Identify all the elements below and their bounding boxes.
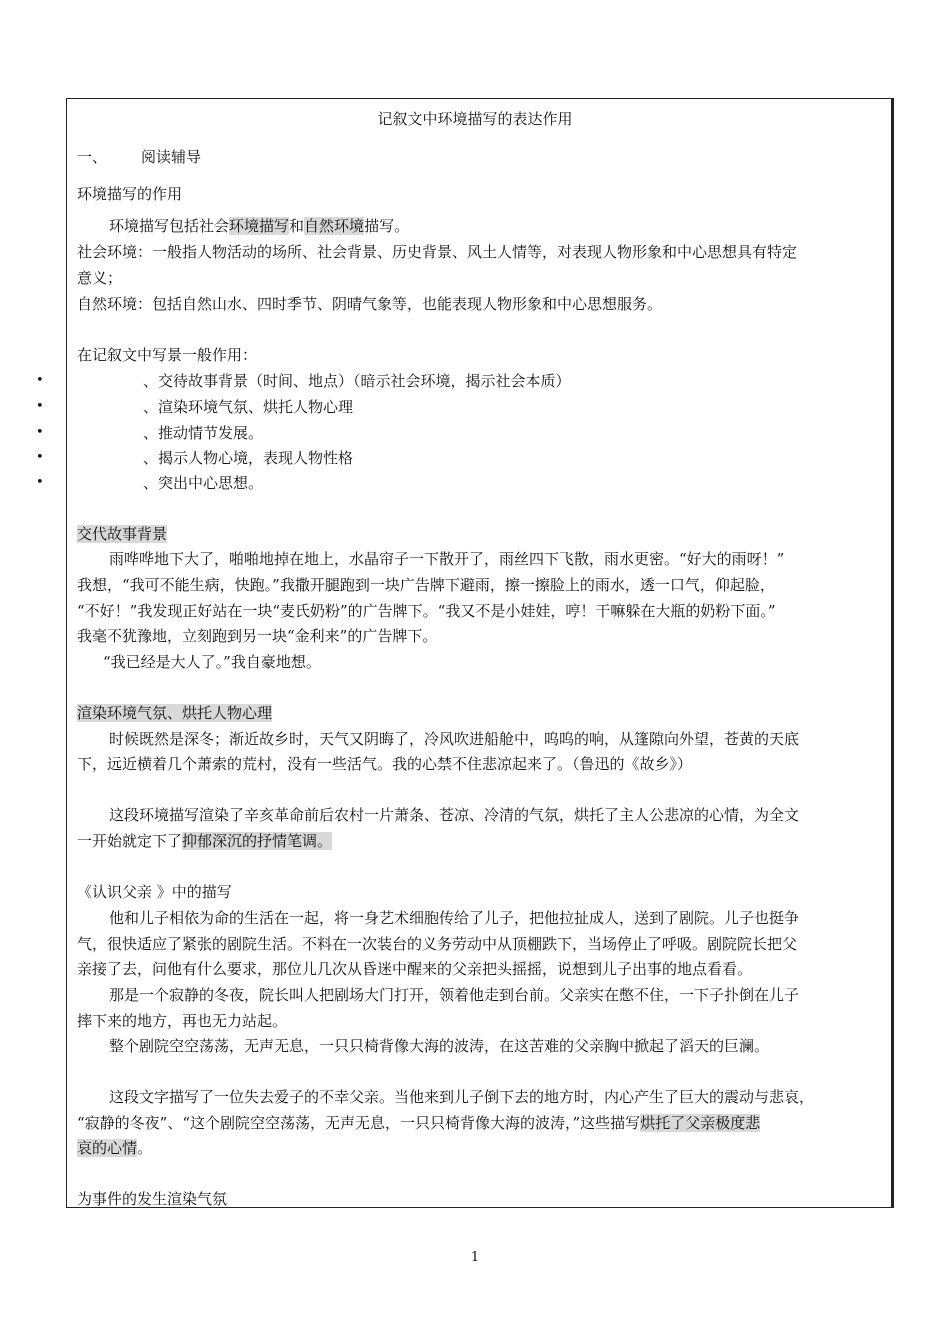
paragraph-line: 下，远近横着几个萧索的荒村，没有一些活气。我的心禁不住悲凉起来了。（鲁迅的《故乡》） bbox=[77, 755, 693, 773]
paragraph-line bbox=[77, 1137, 152, 1161]
paragraph-line: “不好！”我发现正好站在一块“麦氏奶粉”的广告牌下。“我又不是小娃娃，哼！干嘛躲在大瓶的奶粉下面。” bbox=[77, 602, 776, 620]
list-item: 、推动情节发展。 bbox=[143, 424, 264, 442]
paragraph-line: 雨哗哗地下大了，啪啪地掉在地上，水晶帘子一下散开了，雨丝四下飞散，雨水更密。“好大的雨呀！” bbox=[109, 550, 785, 568]
paragraph-line: 气，很快适应了紧张的剧院生活。不料在一次装台的义务劳动中从顶棚跌下，当场停止了呼吸。剧院院长把父 bbox=[77, 935, 798, 953]
list-item: 、揭示人物心境，表现人物性格 bbox=[143, 449, 354, 467]
paragraph-line: “我已经是大人了。”我自豪地想。 bbox=[103, 653, 321, 671]
list-item: 、渲染环境气氛、烘托人物心理 bbox=[143, 398, 354, 416]
highlight-text: 烘托了父亲极度悲 bbox=[640, 1114, 761, 1132]
paragraph-line: 我想，“我可不能生病，快跑。”我撒开腿跑到一块广告牌下避雨，擦一擦脸上的雨水，透一口气，仰起脸， bbox=[77, 576, 775, 594]
paragraph-line: 整个剧院空空荡荡，无声无息，一只只椅背像大海的波涛，在这苦难的父亲胸中掀起了滔天的巨澜。 bbox=[109, 1037, 770, 1055]
paragraph-text: 。 bbox=[137, 1139, 153, 1157]
bullet-icon: • bbox=[36, 450, 44, 465]
paragraph-line: 这段环境描写渲染了辛亥革命前后农村一片萧条、苍凉、冷清的气氛，烘托了主人公悲凉的心情，为全文 bbox=[109, 806, 800, 824]
bullet-icon: • bbox=[36, 425, 44, 440]
paragraph-line: 意义； bbox=[77, 269, 123, 287]
section-heading-atmosphere bbox=[77, 702, 272, 726]
paragraph-text: 一开始就定下了 bbox=[77, 832, 183, 850]
paragraph-line bbox=[77, 830, 332, 854]
section-heading-background bbox=[77, 523, 167, 547]
intro-text: 和 bbox=[289, 217, 305, 235]
intro-text: 描写。 bbox=[364, 217, 410, 235]
paragraph-line bbox=[77, 1112, 760, 1136]
bullet-icon: • bbox=[36, 475, 44, 490]
highlight-text: 哀的心情 bbox=[77, 1139, 138, 1157]
highlight-text: 抑郁深沉的抒情笔调。 bbox=[182, 832, 333, 850]
section-heading-father: 《认识父亲 》中的描写 bbox=[77, 883, 232, 901]
paragraph-text: “寂静的冬夜”、“这个剧院空空荡荡，无声无息，一只只椅背像大海的波涛，”这些描写 bbox=[77, 1114, 641, 1132]
intro-line bbox=[109, 215, 409, 239]
page-number: 1 bbox=[470, 1250, 480, 1265]
page-title: 记叙文中环境描写的表达作用 bbox=[377, 110, 573, 128]
intro-text: 环境描写包括社会 bbox=[109, 217, 230, 235]
paragraph-line: 我毫不犹豫地，立刻跑到另一块“金利来”的广告牌下。 bbox=[77, 627, 438, 645]
paragraph-line: 时候既然是深冬；渐近故乡时，天气又阴晦了，冷风吹进船舱中，呜呜的响，从篷隙向外望，苍黄的天底 bbox=[109, 730, 800, 748]
paragraph-line: 亲接了去，问他有什么要求，那位儿几次从昏迷中醒来的父亲把头摇摇，说想到儿子出事的地点看看。 bbox=[77, 960, 753, 978]
highlight-text: 自然环境 bbox=[304, 217, 365, 235]
paragraph-line: 摔下来的地方，再也无力站起。 bbox=[77, 1012, 288, 1030]
bullet-icon: • bbox=[36, 399, 44, 414]
section-heading bbox=[77, 146, 201, 170]
list-item: 、交待故事背景（时间、地点）（暗示社会环境，揭示社会本质） bbox=[143, 372, 571, 390]
paragraph-line: 那是一个寂静的冬夜，院长叫人把剧场大门打开，领着他走到台前。父亲实在憋不住，一下子扑倒在儿子 bbox=[109, 986, 800, 1004]
highlight-text: 渲染环境气氛、烘托人物心理 bbox=[77, 704, 273, 722]
list-heading: 在记叙文中写景一般作用： bbox=[77, 346, 258, 364]
section-heading-event: 为事件的发生渲染气氛 bbox=[77, 1190, 228, 1208]
paragraph-line: 这段文字描写了一位失去爱子的不幸父亲。当他来到儿子倒下去的地方时，内心产生了巨大的震动与悲哀， bbox=[109, 1088, 815, 1106]
list-item: 、突出中心思想。 bbox=[143, 474, 264, 492]
highlight-text: 环境描写 bbox=[229, 217, 290, 235]
paragraph-line: 社会环境：一般指人物活动的场所、社会背景、历史背景、风土人情等，对表现人物形象和中心思想具有特定 bbox=[77, 243, 798, 261]
bullet-icon: • bbox=[36, 373, 44, 388]
subheading-role: 环境描写的作用 bbox=[77, 185, 183, 203]
section-label: 阅读辅导 bbox=[141, 148, 202, 166]
paragraph-line: 自然环境：包括自然山水、四时季节、阴晴气象等，也能表现人物形象和中心思想服务。 bbox=[77, 295, 663, 313]
paragraph-line: 他和儿子相依为命的生活在一起，将一身艺术细胞传给了儿子，把他拉扯成人，送到了剧院。儿子也挺争 bbox=[109, 909, 800, 927]
section-number: 一、 bbox=[77, 148, 108, 166]
highlight-text: 交代故事背景 bbox=[77, 525, 168, 543]
